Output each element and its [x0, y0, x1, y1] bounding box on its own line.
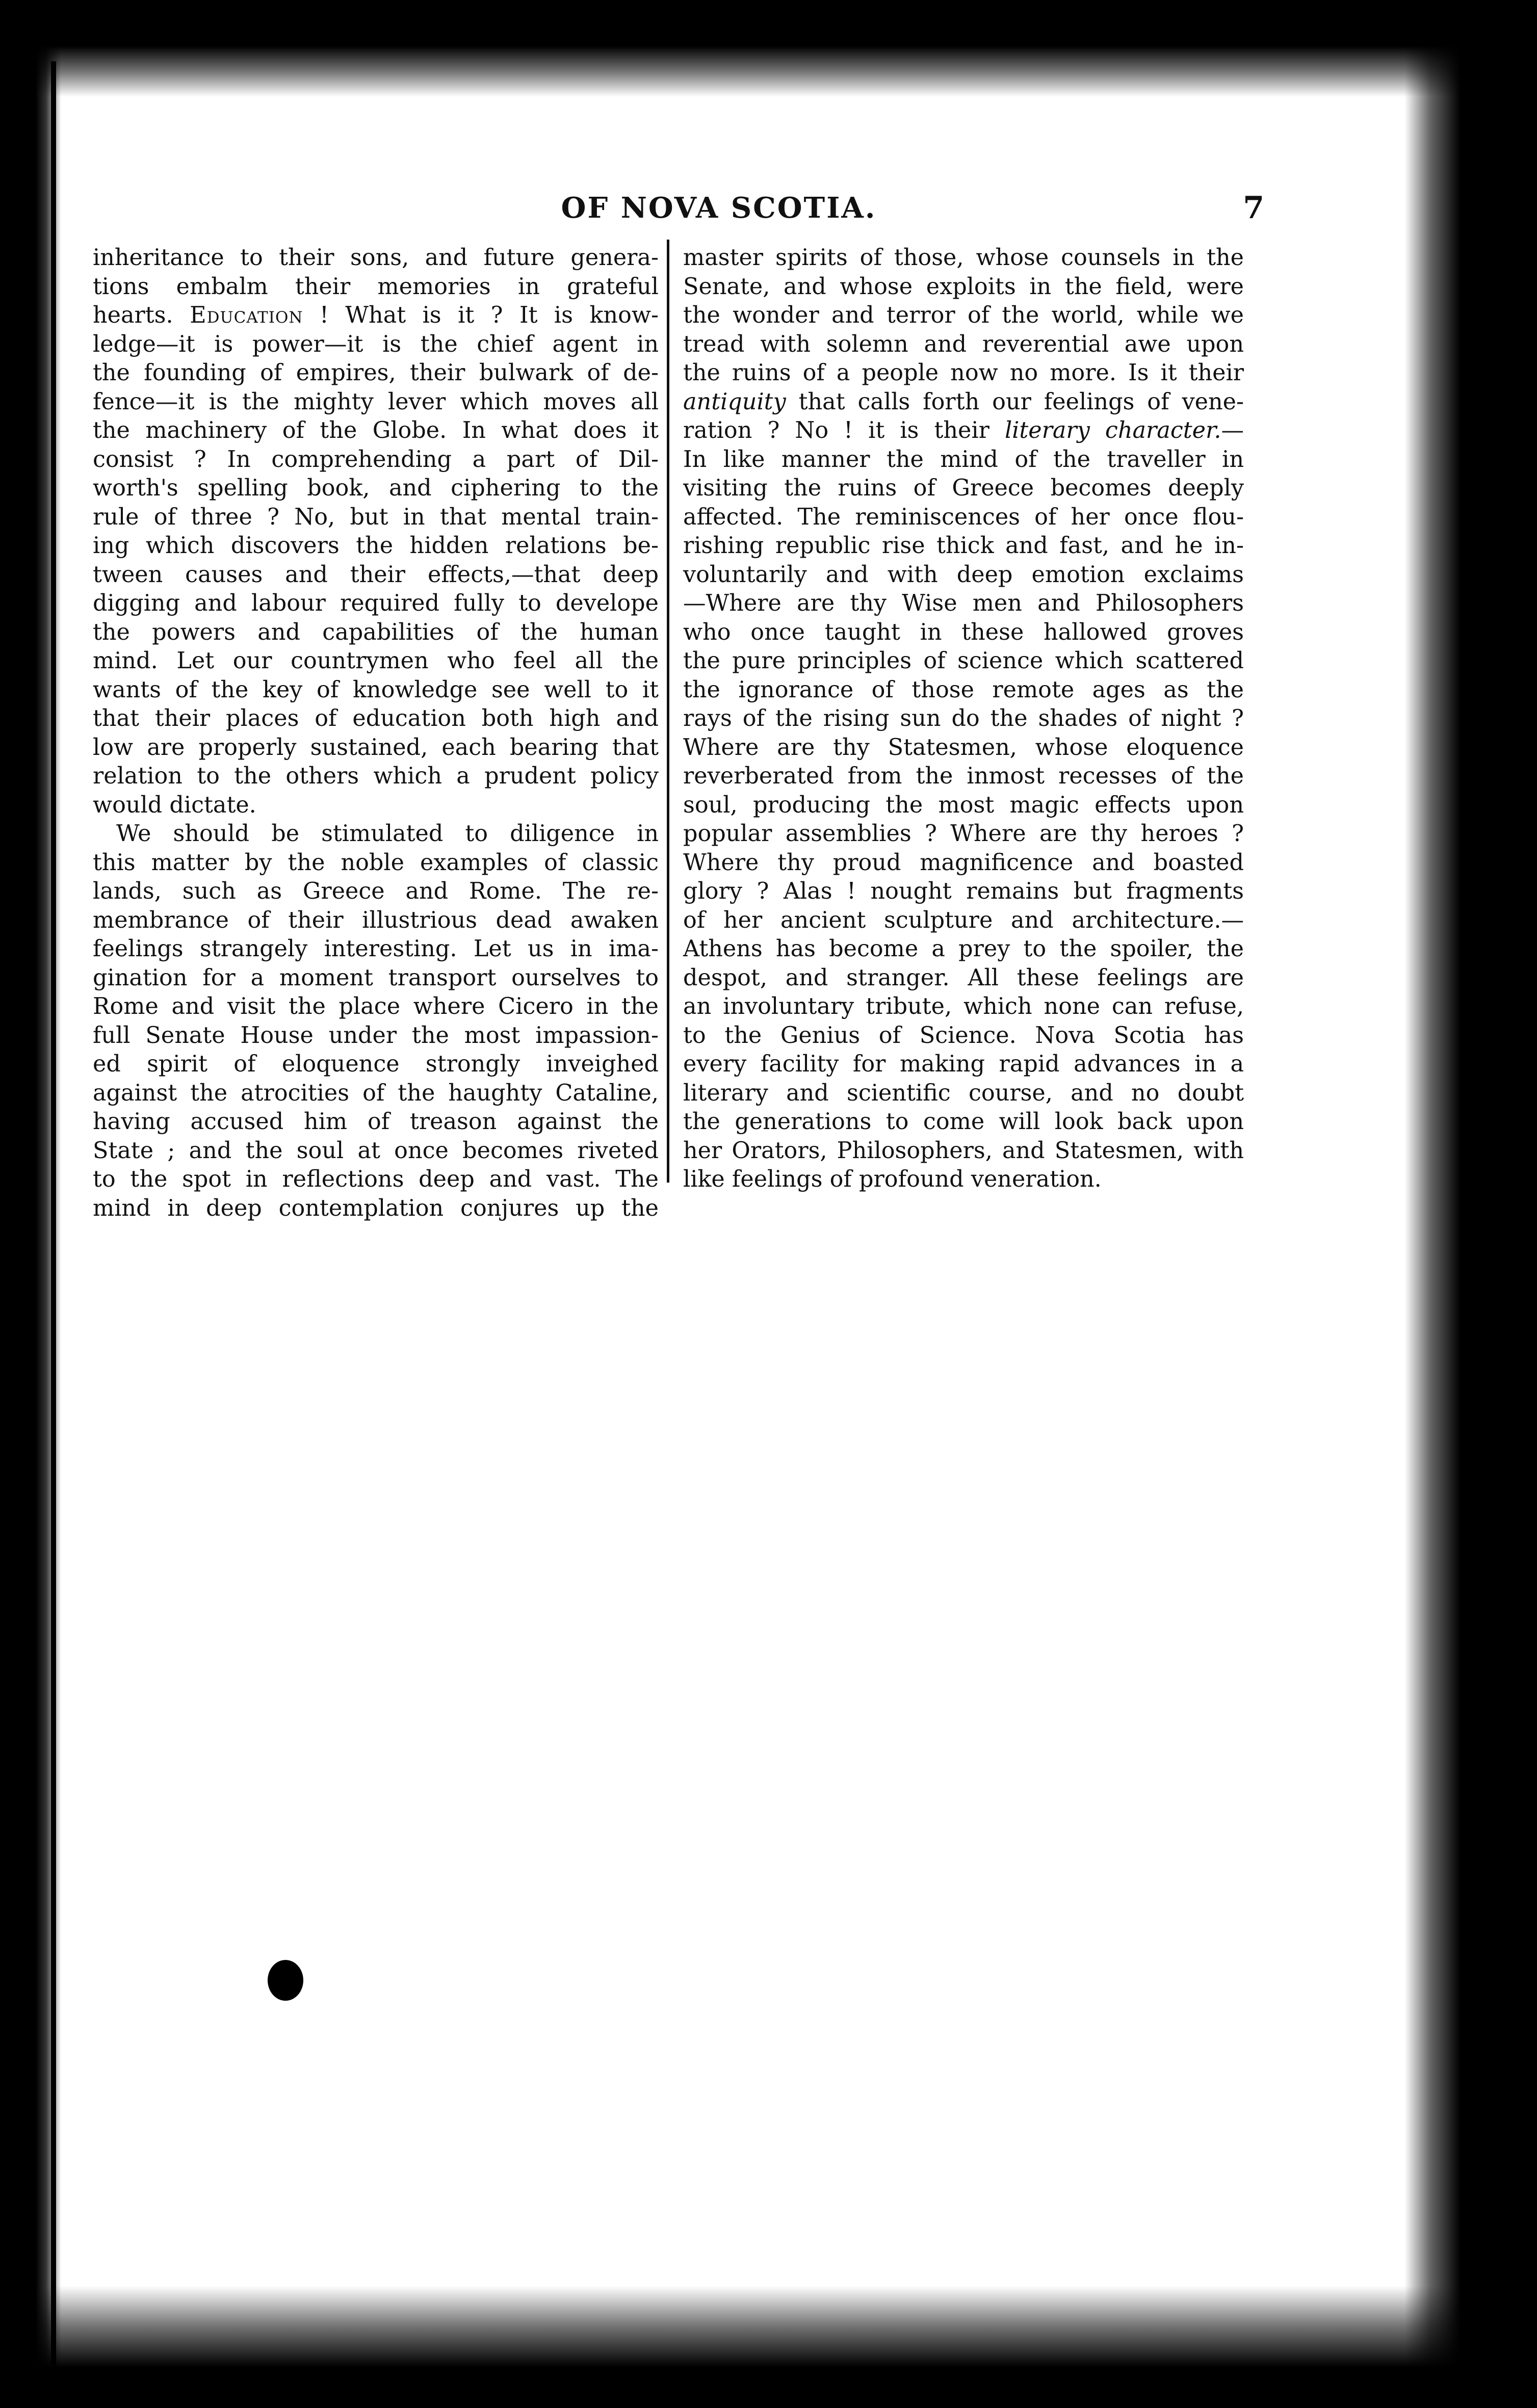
small-caps-word: Education: [190, 302, 303, 328]
text-line: the machinery of the Globe. In what does it: [93, 417, 659, 443]
text-run: hearts.: [93, 302, 190, 328]
text-line: ing which discovers the hidden relations be-: [93, 533, 659, 559]
text-line: every facility for making rapid advances in a: [683, 1051, 1244, 1077]
ink-blot: [268, 1960, 303, 2001]
text-line: the generations to come will look back upon: [683, 1109, 1244, 1135]
text-line: to the Genius of Science. Nova Scotia has: [683, 1022, 1244, 1049]
text-line: —Where are thy Wise men and Philosophers: [683, 590, 1244, 616]
text-line: an involuntary tribute, which none can refuse,: [683, 993, 1244, 1019]
text-run: ration ? No ! it is their: [683, 417, 1005, 443]
text-line: [683, 416, 1244, 446]
text-line: Where thy proud magnificence and boasted: [683, 849, 1244, 876]
text-run: —: [1221, 417, 1244, 443]
text-line: master spirits of those, whose counsels in the: [683, 245, 1244, 271]
text-line: the founding of empires, their bulwark of de-: [93, 360, 659, 386]
text-line: visiting the ruins of Greece becomes deeply: [683, 475, 1244, 501]
text-line: having accused him of treason against the: [93, 1109, 659, 1135]
text-line: Athens has become a prey to the spoiler, the: [683, 936, 1244, 962]
text-line: would dictate.: [93, 792, 256, 818]
text-line: membrance of their illustrious dead awaken: [93, 907, 659, 933]
text-line: tread with solemn and reverential awe upon: [683, 331, 1244, 357]
text-line: mind. Let our countrymen who feel all the: [93, 648, 659, 674]
running-title: OF NOVA SCOTIA.: [561, 191, 877, 225]
text-line: popular assemblies ? Where are thy heroes ?: [683, 821, 1244, 847]
text-line: full Senate House under the most impassion-: [93, 1022, 659, 1049]
italic-word: antiquity: [683, 388, 786, 415]
text-line: this matter by the noble examples of classic: [93, 849, 659, 876]
text-line: the pure principles of science which scattered: [683, 648, 1244, 674]
text-line: feelings strangely interesting. Let us in ima-: [93, 936, 659, 962]
text-line: low are properly sustained, each bearing that: [93, 734, 659, 761]
text-line: her Orators, Philosophers, and Statesmen, with: [683, 1137, 1244, 1164]
text-line: In like manner the mind of the traveller in: [683, 446, 1244, 473]
text-line: the wonder and terror of the world, while we: [683, 302, 1244, 328]
text-line: the ignorance of those remote ages as the: [683, 676, 1244, 703]
text-line: voluntarily and with deep emotion exclaims: [683, 561, 1244, 588]
text-line: literary and scientific course, and no doubt: [683, 1080, 1244, 1106]
text-line: [93, 301, 659, 330]
text-line: digging and labour required fully to develope: [93, 590, 659, 616]
text-line: to the spot in reflections deep and vast. The: [93, 1166, 659, 1192]
text-line: reverberated from the inmost recesses of the: [683, 763, 1244, 789]
text-run: ! What is it ? It is know-: [303, 302, 659, 328]
text-line: We should be stimulated to diligence in: [116, 821, 659, 847]
text-line: Where are thy Statesmen, whose eloquence: [683, 734, 1244, 761]
text-run: that calls forth our feelings of vene-: [786, 388, 1244, 415]
text-line: inheritance to their sons, and future genera-: [93, 245, 659, 271]
scan-binding-line: [51, 61, 56, 2365]
italic-phrase: literary character.: [1004, 417, 1221, 443]
text-line: the powers and capabilities of the human: [93, 619, 659, 645]
left-column: [93, 244, 659, 1223]
text-line: worth's spelling book, and ciphering to the: [93, 475, 659, 501]
text-line: consist ? In comprehending a part of Dil-: [93, 446, 659, 473]
text-line: fence—it is the mighty lever which moves all: [93, 388, 659, 415]
scan-bottom-border: [0, 2286, 1537, 2408]
right-column: [683, 244, 1244, 1194]
text-line: relation to the others which a prudent policy: [93, 763, 659, 789]
text-line: mind in deep contemplation conjures up the: [93, 1195, 659, 1221]
text-line: gination for a moment transport ourselves to: [93, 964, 659, 991]
text-line: lands, such as Greece and Rome. The re-: [93, 878, 659, 904]
text-line: [683, 388, 1244, 417]
scan-right-border: [1404, 0, 1537, 2408]
text-line: tions embalm their memories in grateful: [93, 273, 659, 300]
text-line: glory ? Alas ! nought remains but fragments: [683, 878, 1244, 904]
text-line: Rome and visit the place where Cicero in the: [93, 993, 659, 1019]
text-line: rays of the rising sun do the shades of night ?: [683, 705, 1244, 731]
running-head: [87, 188, 1274, 233]
text-line: the ruins of a people now no more. Is it their: [683, 360, 1244, 386]
text-line: State ; and the soul at once becomes riveted: [93, 1137, 659, 1164]
text-line: ledge—it is power—it is the chief agent in: [93, 331, 659, 357]
text-line: who once taught in these hallowed groves: [683, 619, 1244, 645]
text-line: tween causes and their effects,—that deep: [93, 561, 659, 588]
text-line: Senate, and whose exploits in the field, were: [683, 273, 1244, 300]
text-line: like feelings of profound veneration.: [683, 1166, 1102, 1192]
text-line: ed spirit of eloquence strongly inveighed: [93, 1051, 659, 1077]
text-line: wants of the key of knowledge see well to it: [93, 676, 659, 703]
text-line: that their places of education both high and: [93, 705, 659, 731]
text-line: despot, and stranger. All these feelings are: [683, 964, 1244, 991]
text-line: rule of three ? No, but in that mental train-: [93, 504, 659, 530]
text-line: rishing republic rise thick and fast, and he in-: [683, 533, 1244, 559]
page-number: 7: [1243, 190, 1264, 226]
text-line: soul, producing the most magic effects upon: [683, 792, 1244, 818]
text-line: against the atrocities of the haughty Cataline,: [93, 1080, 659, 1106]
text-line: affected. The reminiscences of her once flou-: [683, 504, 1244, 530]
column-rule: [667, 240, 669, 1183]
text-line: of her ancient sculpture and architecture.—: [683, 907, 1244, 933]
scan-top-border: [0, 0, 1537, 97]
